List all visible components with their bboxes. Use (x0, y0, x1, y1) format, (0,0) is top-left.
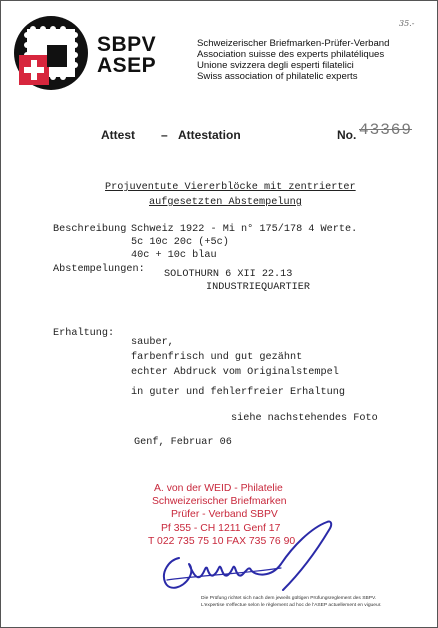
brand-sbpv: SBPV (97, 33, 157, 56)
abstempelung-line2: INDUSTRIEQUARTIER (206, 282, 310, 293)
association-name-fr: Association suisse des experts philatéliques (197, 49, 385, 60)
beschreibung-label: Beschreibung (53, 224, 127, 235)
certificate-number-value: 43369 (359, 121, 413, 139)
abstempelungen-label: Abstempelungen: (53, 264, 145, 275)
certificate-title-line2: aufgesetzten Abstempelung (149, 197, 302, 208)
footer-note-fr: L'expertise s'effectue selon le règlement ad hoc de l'ASEP actuellement en vigueur. (201, 603, 382, 608)
erhaltung-label: Erhaltung: (53, 328, 115, 339)
certificate-title-line1: Projuventute Viererblöcke mit zentrierter (105, 182, 356, 193)
beschreibung-line3: 40c + 10c blau (131, 250, 217, 261)
handwritten-price-note: 35.- (399, 19, 415, 28)
erhaltung-line1: sauber, (131, 337, 174, 348)
erhaltung-line4: in guter und fehlerfreier Erhaltung (131, 387, 345, 398)
association-name-it: Unione svizzera degli esperti filatelici (197, 60, 354, 71)
handwritten-signature (131, 516, 341, 596)
stamp-line4: Pf 355 - CH 1211 Genf 17 (161, 523, 281, 534)
erhaltung-line2: farbenfrisch und gut gezähnt (131, 352, 303, 363)
number-label: No. (337, 128, 357, 142)
photo-note: siehe nachstehendes Foto (231, 413, 378, 424)
abstempelung-line1: SOLOTHURN 6 XII 22.13 (164, 269, 293, 280)
sbpv-logo-icon (13, 15, 89, 91)
association-name-de: Schweizerischer Briefmarken-Prüfer-Verband (197, 38, 390, 49)
brand-asep: ASEP (97, 54, 157, 77)
erhaltung-line3: echter Abdruck vom Originalstempel (131, 367, 339, 378)
beschreibung-line1: Schweiz 1922 - Mi n° 175/178 4 Werte. (131, 224, 358, 235)
beschreibung-line2: 5c 10c 20c (+5c) (131, 237, 229, 248)
attest-label: Attest (101, 128, 136, 142)
attest-dash: – (161, 128, 168, 142)
certificate-number (359, 121, 412, 139)
stamp-line5: T 022 735 75 10 FAX 735 76 90 (148, 536, 296, 547)
association-name-en: Swiss association of philatelic experts (197, 71, 358, 82)
place-date: Genf, Februar 06 (134, 437, 232, 448)
stamp-line1: A. von der WEID - Philatelie (154, 483, 283, 494)
stamp-line3: Prüfer - Verband SBPV (171, 509, 278, 520)
footer-note-de: Die Prüfung richtet sich nach dem jeweils gültigen Prüfungsreglement des SBPV. (201, 596, 377, 601)
stamp-line2: Schweizerischer Briefmarken (152, 496, 287, 507)
attestation-label: Attestation (178, 128, 241, 142)
